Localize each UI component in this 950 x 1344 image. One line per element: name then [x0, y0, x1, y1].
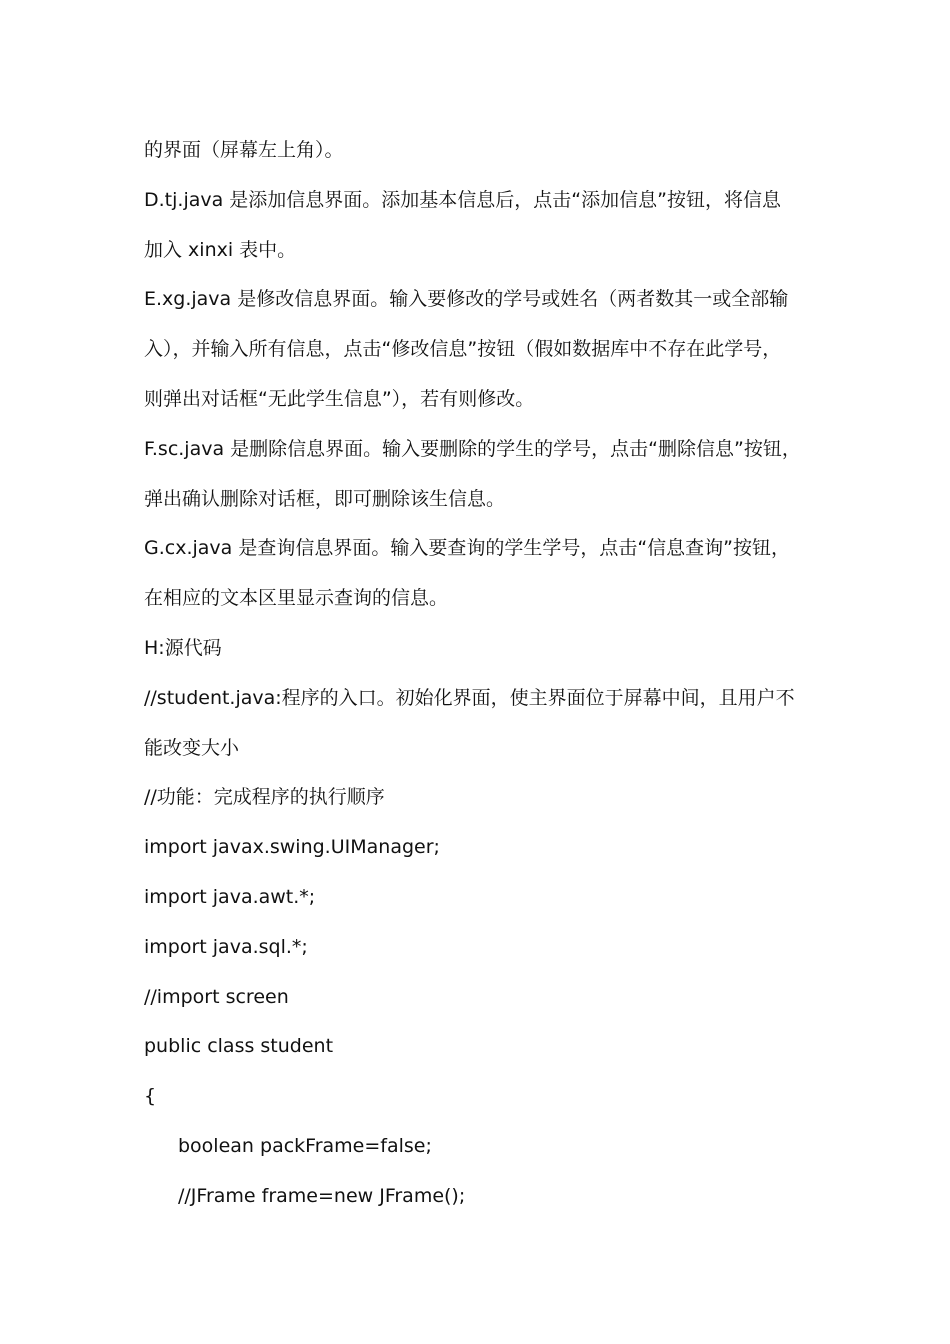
code-comment-line: //student.java:程序的入口。初始化界面，使主界面位于屏幕中间，且用户不 — [144, 686, 795, 709]
code-comment-line: //功能：完成程序的执行顺序 — [144, 786, 385, 809]
code-line: import java.awt.*; — [144, 885, 316, 908]
code-comment-line: 能改变大小 — [144, 736, 240, 759]
text-line: G.cx.java 是查询信息界面。输入要查询的学生学号，点击“信息查询”按钮， — [144, 537, 791, 560]
code-line: public class student — [144, 1035, 334, 1058]
text-line: 加入 xinxi 表中。 — [144, 238, 297, 261]
code-line: { — [144, 1085, 157, 1108]
document-body — [144, 126, 834, 1222]
text-line: 弹出确认删除对话框，即可删除该生信息。 — [144, 487, 506, 510]
text-line: 在相应的文本区里显示查询的信息。 — [144, 587, 449, 610]
text-line: D.tj.java 是添加信息界面。添加基本信息后，点击“添加信息”按钮，将信息 — [144, 188, 781, 211]
text-line: F.sc.java 是删除信息界面。输入要删除的学生的学号，点击“删除信息”按钮， — [144, 437, 801, 460]
section-heading: H:源代码 — [144, 636, 222, 659]
code-line: boolean packFrame=false; — [178, 1134, 432, 1157]
code-line: //JFrame frame=new JFrame(); — [178, 1184, 466, 1207]
code-line: import javax.swing.UIManager; — [144, 836, 440, 859]
text-line: E.xg.java 是修改信息界面。输入要修改的学号或姓名（两者数其一或全部输 — [144, 288, 789, 311]
text-line: 入），并输入所有信息，点击“修改信息”按钮（假如数据库中不存在此学号， — [144, 338, 782, 361]
text-line: 则弹出对话框“无此学生信息”），若有则修改。 — [144, 387, 535, 410]
code-line: import java.sql.*; — [144, 935, 308, 958]
text-line: 的界面（屏幕左上角）。 — [144, 139, 344, 161]
code-line: //import screen — [144, 985, 289, 1008]
